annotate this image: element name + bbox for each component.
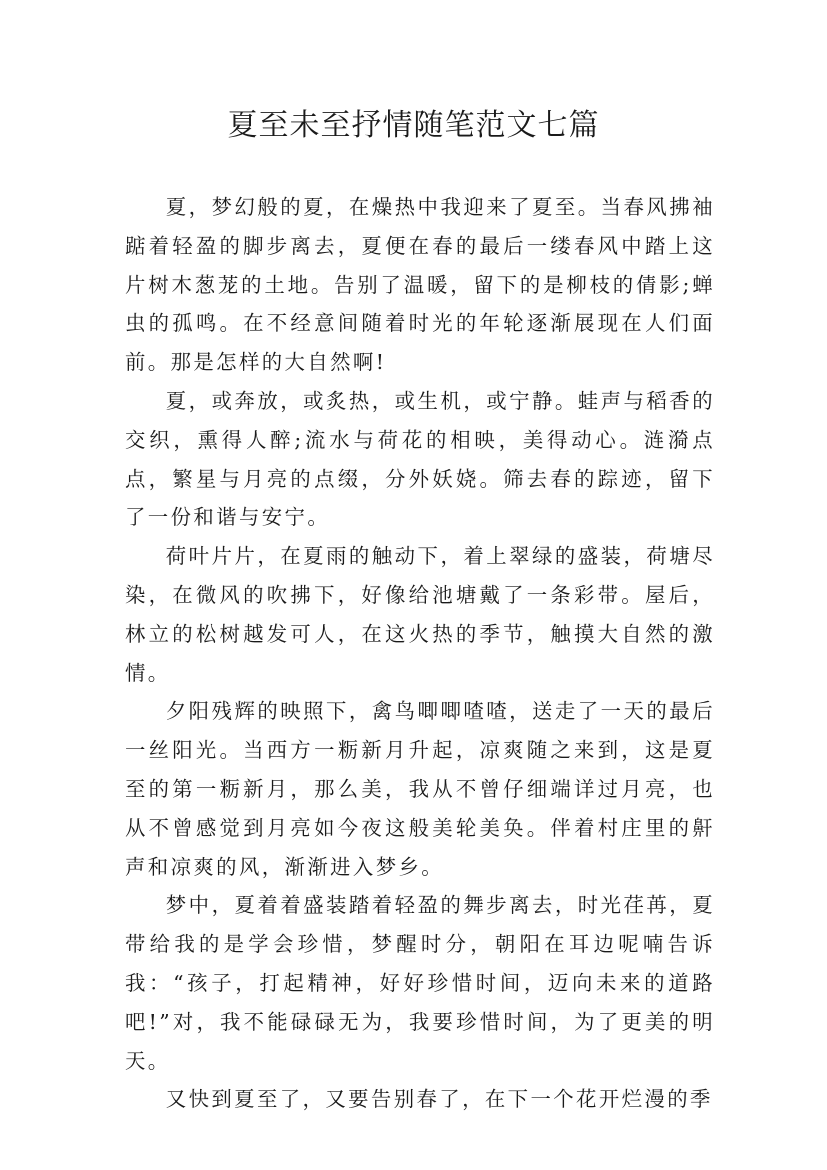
paragraph: 又快到夏至了，又要告别春了，在下一个花开烂漫的季 xyxy=(165,1087,713,1112)
paragraph: 夏，梦幻般的夏，在燥热中我迎来了夏至。当春风拂袖踮着轻盈的脚步离去，夏便在春的最后一缕春风中踏上这片树木葱茏的土地。告别了温暖，留下的是柳枝的倩影;蝉虫的孤鸣。在不经意间随着时光的年轮逐渐展现在人们面前。那是怎样的大自然啊! xyxy=(125,195,715,375)
paragraph: 夕阳残辉的映照下，禽鸟唧唧喳喳，送走了一天的最后一丝阳光。当西方一粝新月升起，凉爽随之来到，这是夏至的第一粝新月，那么美，我从不曾仔细端详过月亮，也从不曾感觉到月亮如今夜这般美轮美奂。伴着村庄里的鼾声和凉爽的风，渐渐进入梦乡。 xyxy=(125,699,715,879)
paragraph: 梦中，夏着着盛装踏着轻盈的舞步离去，时光荏苒，夏带给我的是学会珍惜，梦醒时分，朝阳在耳边呢喃告诉我：“孩子，打起精神，好好珍惜时间，迈向未来的道路吧!”对，我不能碌碌无为，我要珍惜时间，为了更美的明天。 xyxy=(125,893,715,1073)
document-title: 夏至未至抒情随笔范文七篇 xyxy=(227,108,600,143)
paragraph: 夏，或奔放，或炙热，或生机，或宁静。蛙声与稻香的交织，熏得人醉;流水与荷花的相映，美得动心。涟漪点点，繁星与月亮的点缀，分外妖娆。筛去春的踪迹，留下了一份和谐与安宁。 xyxy=(125,388,715,530)
paragraph: 荷叶片片，在夏雨的触动下，着上翠绿的盛装，荷塘尽染，在微风的吹拂下，好像给池塘戴了一条彩带。屋后，林立的松树越发可人，在这火热的季节，触摸大自然的激情。 xyxy=(125,544,715,685)
document-body xyxy=(125,188,715,1119)
